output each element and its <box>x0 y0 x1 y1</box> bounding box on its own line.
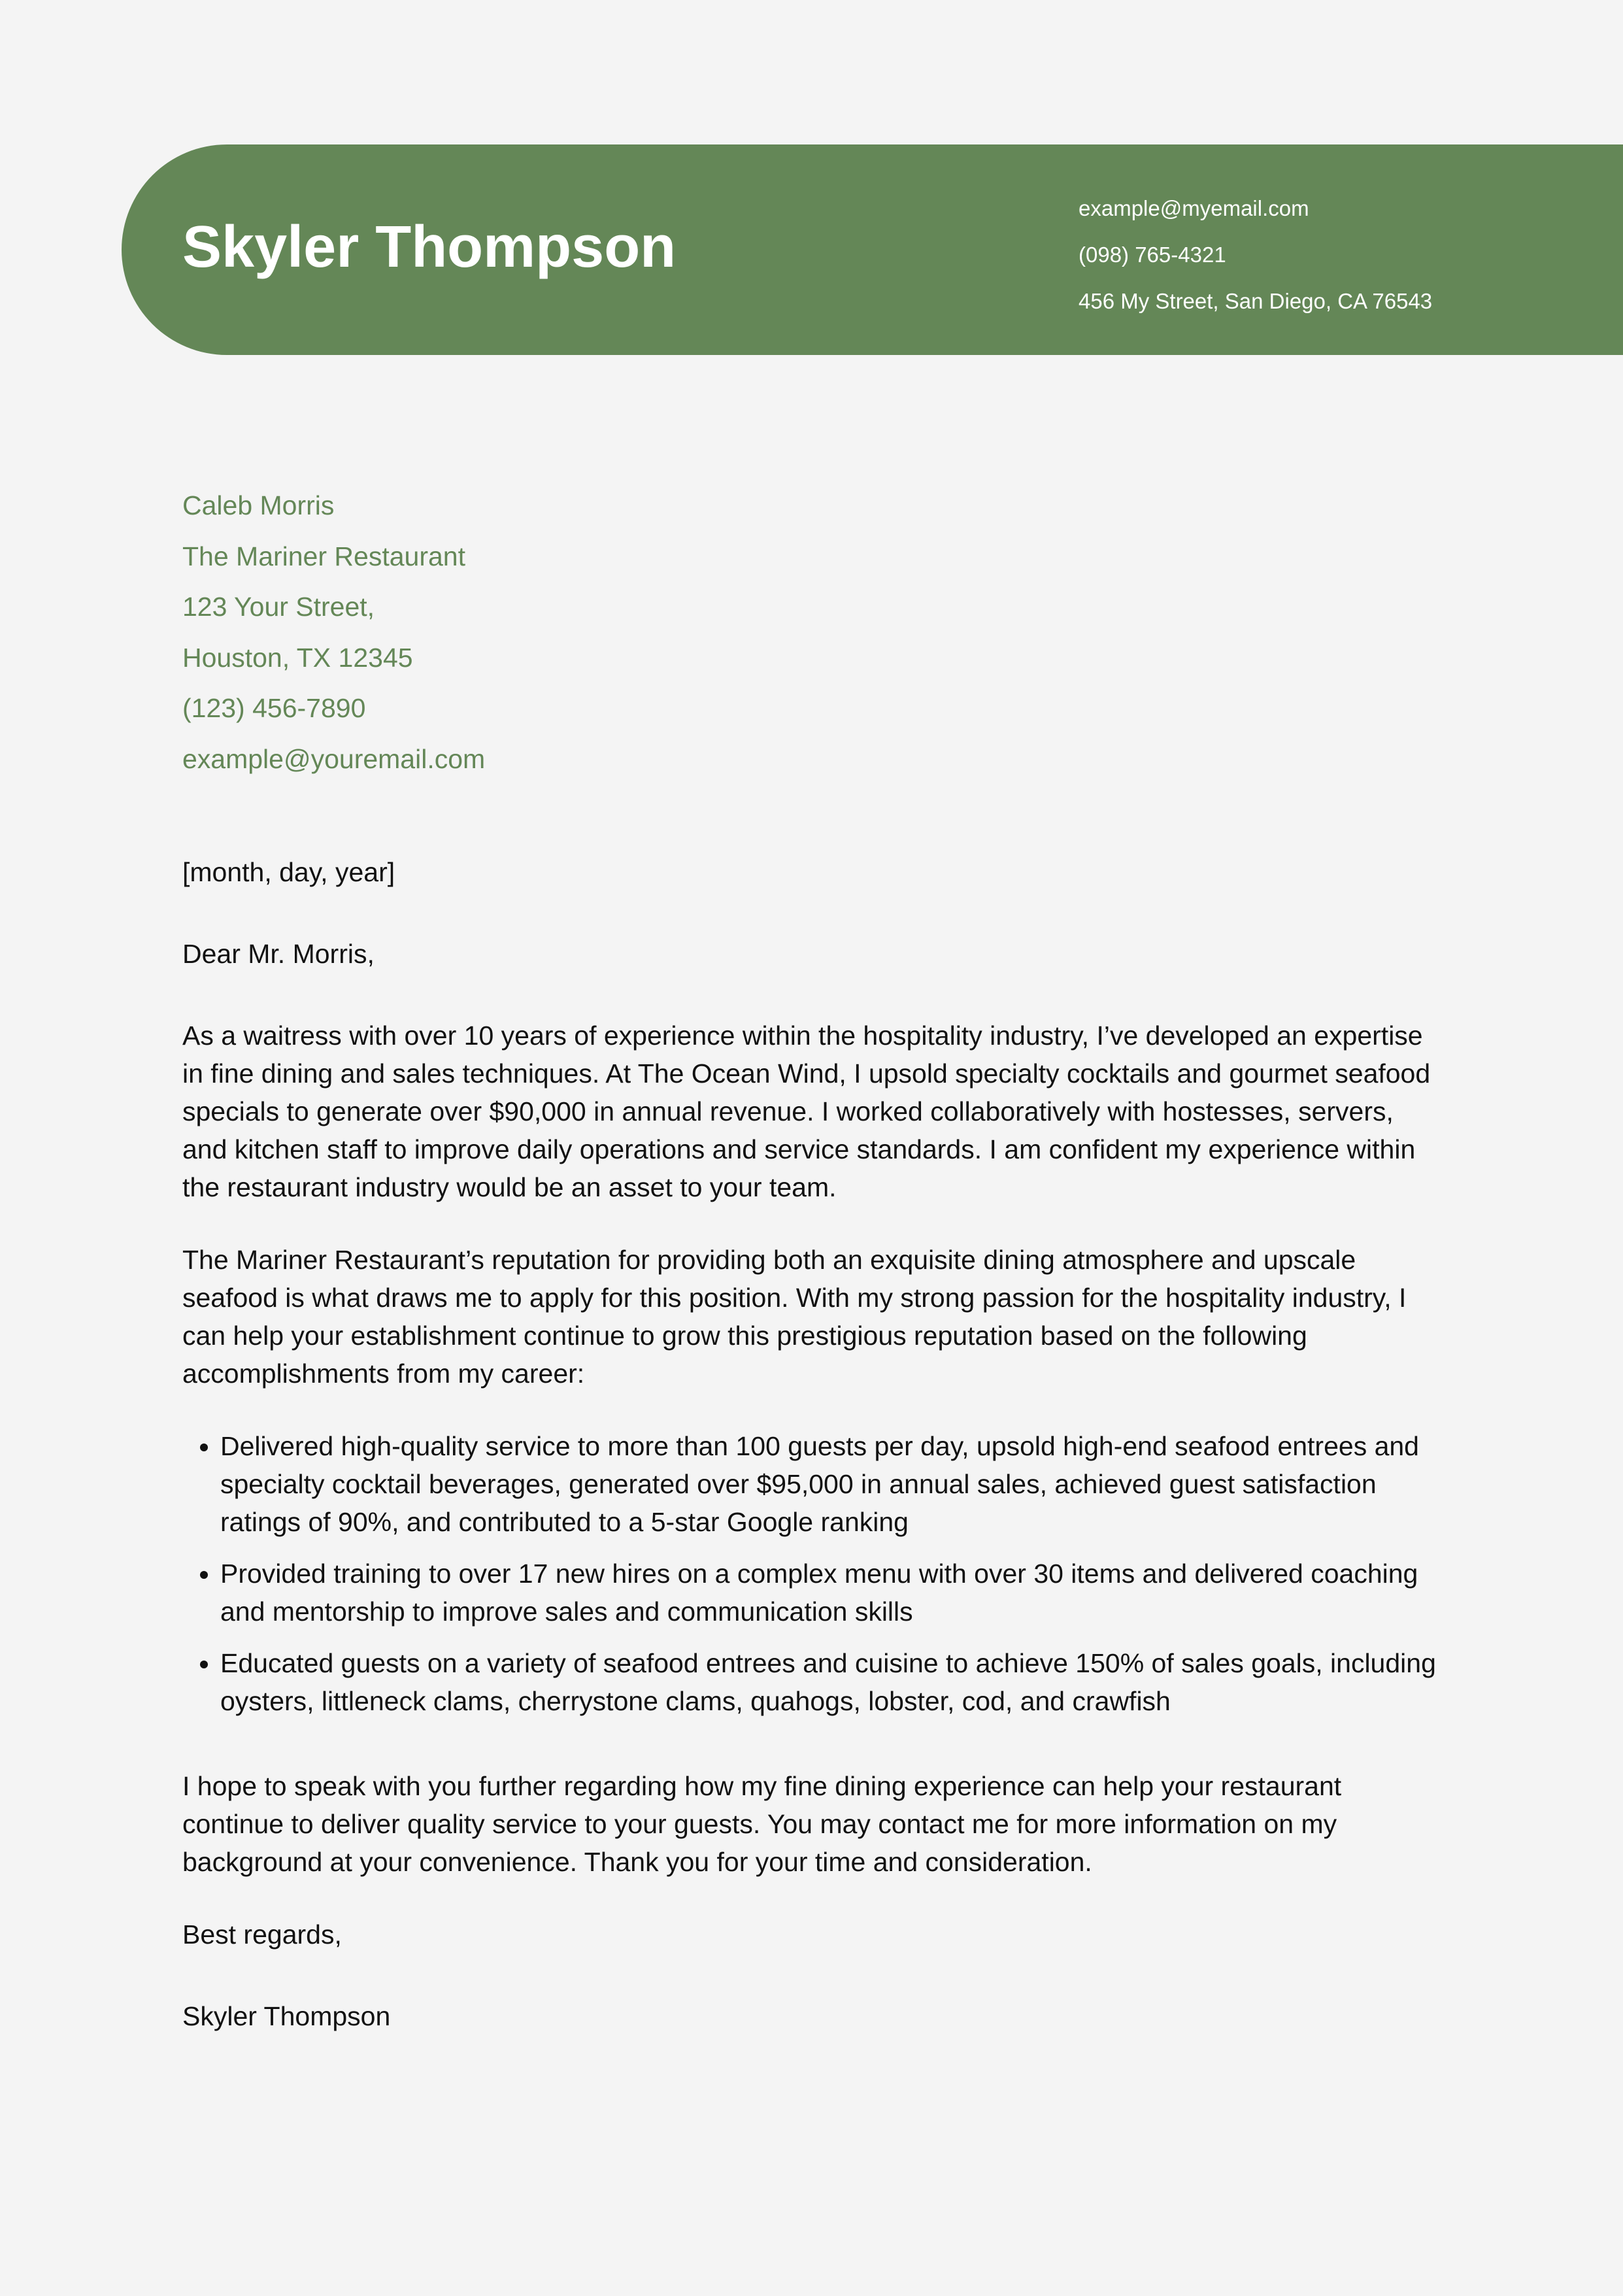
letter-content <box>182 481 1437 2070</box>
sender-phone: (098) 765-4321 <box>1079 243 1226 267</box>
accomplishments-list <box>182 1427 1437 1720</box>
signature-name: Skyler Thompson <box>182 2001 391 2031</box>
letter-greeting: Dear Mr. Morris, <box>182 939 375 969</box>
list-item: • Delivered high-quality service to more than 100 guests per day, upsold high-end seafood entrees and specialty cocktail beverages, generated over $95,000 in annual sales, achieved guest satisfaction ratings of 90%, and contributed to a 5-star Google ranking <box>220 1427 1437 1541</box>
recipient-email: example@youremail.com <box>182 743 486 774</box>
list-item: • Educated guests on a variety of seafood entrees and cuisine to achieve 150% of sales goals, including oysters, littleneck clams, cherrystone clams, quahogs, lobster, cod, and crawfish <box>220 1644 1437 1720</box>
recipient-name: Caleb Morris <box>182 490 335 520</box>
letter-date: [month, day, year] <box>182 857 395 887</box>
sender-name: Skyler Thompson <box>182 214 677 280</box>
sender-contact <box>1079 185 1432 324</box>
recipient-city: Houston, TX 12345 <box>182 642 413 673</box>
recipient-block <box>182 481 1437 785</box>
paragraph-closing: I hope to speak with you further regarding how my fine dining experience can help your restaurant continue to deliver quality service to your guests. You may contact me for more information on my background at your convenience. Thank you for your time and consideration. <box>182 1771 1342 1877</box>
sender-email: example@myemail.com <box>1079 196 1309 220</box>
sender-address: 456 My Street, San Diego, CA 76543 <box>1079 289 1433 313</box>
recipient-phone: (123) 456-7890 <box>182 693 366 723</box>
paragraph-motivation: The Mariner Restaurant’s reputation for providing both an exquisite dining atmosphere and upscale seafood is what draws me to apply for this position. With my strong passion for the hospitality industry, I can help your establishment continue to grow this prestigious reputation based on the following accomplishments from my career: <box>182 1245 1407 1389</box>
recipient-street: 123 Your Street, <box>182 592 375 622</box>
paragraph-intro: As a waitress with over 10 years of experience within the hospitality industry, I’ve developed an expertise in fine dining and sales techniques. At The Ocean Wind, I upsold specialty cocktails and gourmet seafood specials to generate over $90,000 in annual revenue. I worked collaboratively with hostesses, servers, and kitchen staff to improve daily operations and service standards. I am confident my experience within the restaurant industry would be an asset to your team. <box>182 1021 1431 1202</box>
closing-salutation: Best regards, <box>182 1919 342 1950</box>
letter-body <box>182 853 1437 2035</box>
recipient-company: The Mariner Restaurant <box>182 541 465 571</box>
header-band <box>122 144 1623 355</box>
list-item: • Provided training to over 17 new hires on a complex menu with over 30 items and delivered coaching and mentorship to improve sales and communication skills <box>220 1555 1437 1630</box>
